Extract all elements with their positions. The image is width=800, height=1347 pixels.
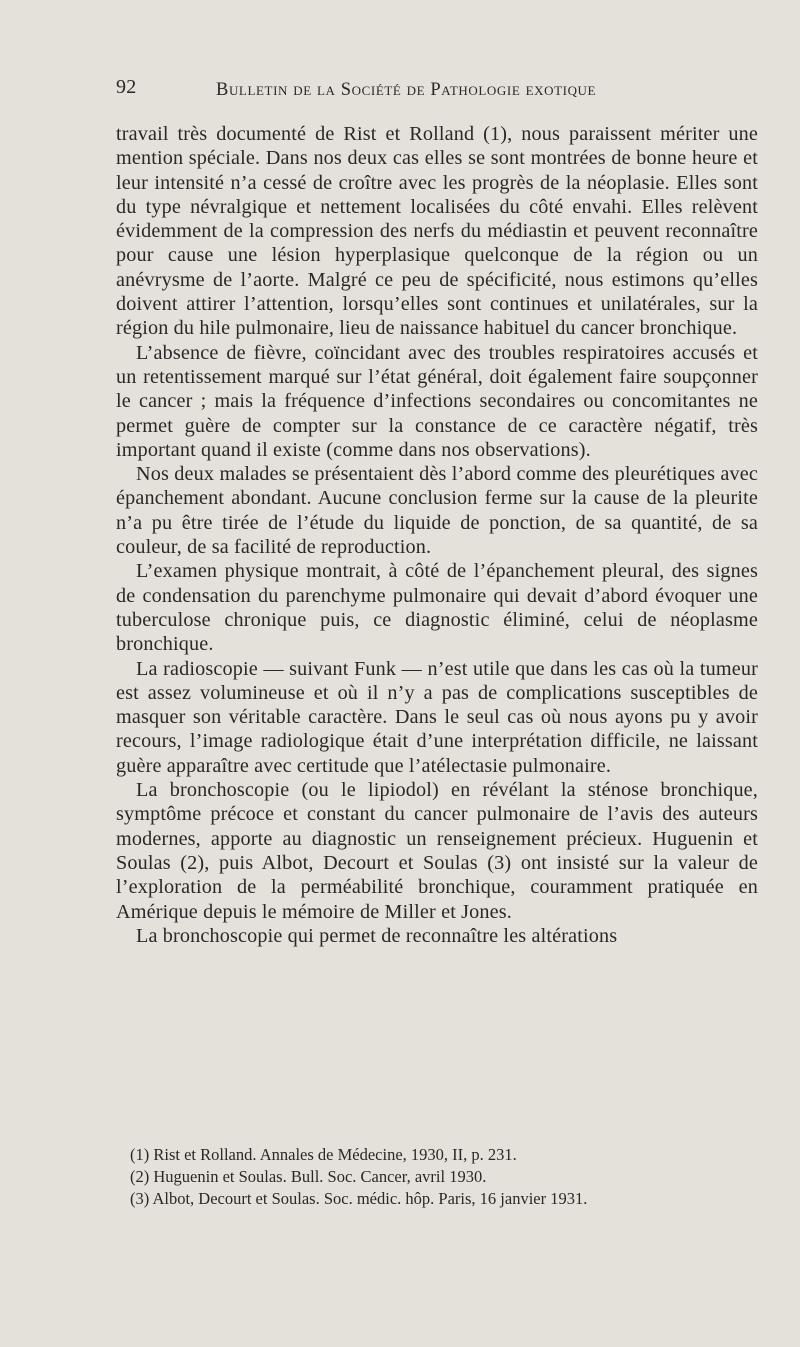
paragraph: La bronchoscopie (ou le lipiodol) en révélant la sténose bronchique, symptôme précoce et constant du cancer pulmonaire de l’avis des auteurs modernes, apporte au diagnostic un renseignement précieux. Huguenin et Soulas (2), puis Albot, Decourt et Soulas (3) ont insisté sur la valeur de l’exploration de la perméabilité bronchique, couramment pratiquée en Amérique depuis le mémoire de Miller et Jones. (116, 779, 758, 923)
running-title: Bulletin de la Société de Pathologie exotique (216, 80, 597, 100)
footnotes (130, 1144, 750, 1210)
footnote: (3) Albot, Decourt et Soulas. Soc. médic. hôp. Paris, 16 janvier 1931. (130, 1189, 588, 1208)
paragraph: Nos deux malades se présentaient dès l’abord comme des pleurétiques avec épanchement abondant. Aucune conclusion ferme sur la cause de la pleurite n’a pu être tirée de l’étude du liquide de ponction, de sa quantité, de sa couleur, de sa facilité de reproduction. (116, 463, 758, 559)
paragraph: La bronchoscopie qui permet de reconnaître les altérations (136, 924, 618, 947)
paragraph: L’absence de fièvre, coïncidant avec des troubles respiratoires accusés et un retentissement marqué sur l’état général, doit également faire soupçonner le cancer ; mais la fréquence d’infections secondaires ou concomitantes ne permet guère de compter sur la constance de ce caractère négatif, très important quand il existe (comme dans nos observations). (116, 341, 758, 461)
footnote: (1) Rist et Rolland. Annales de Médecine, 1930, II, p. 231. (130, 1145, 517, 1164)
footnote: (2) Huguenin et Soulas. Bull. Soc. Cancer, avril 1930. (130, 1167, 487, 1186)
body-text (116, 122, 758, 948)
paragraph: travail très documenté de Rist et Rolland (1), nous paraissent mériter une mention spéciale. Dans nos deux cas elles se sont montrées de bonne heure et leur intensité n’a cessé de croître avec les progrès de la néoplasie. Elles sont du type névralgique et nettement localisées du côté envahi. Elles relèvent évidemment de la compression des nerfs du médiastin et peuvent reconnaître pour cause une lésion hyperplasique quelconque de la région ou un anévrysme de l’aorte. Malgré ce peu de spécificité, nous estimons qu’elles doivent attirer l’attention, lorsqu’elles sont continues et unilatérales, sur la région du hile pulmonaire, lieu de naissance habituel du cancer bronchique. (116, 123, 758, 340)
paragraph: L’examen physique montrait, à côté de l’épanchement pleural, des signes de condensation du parenchyme pulmonaire qui devait d’abord évoquer une tuberculose chronique puis, ce diagnostic éliminé, celui de néoplasme bronchique. (116, 560, 758, 656)
paragraph: La radioscopie — suivant Funk — n’est utile que dans les cas où la tumeur est assez volumineuse et où il n’y a pas de complications susceptibles de masquer son véritable caractère. Dans le seul cas où nous ayons pu y avoir recours, l’image radiologique était d’une interprétation difficile, ne laissant guère apparaître avec certitude que l’atélectasie pulmonaire. (116, 657, 758, 777)
page-number: 92 (116, 76, 137, 98)
